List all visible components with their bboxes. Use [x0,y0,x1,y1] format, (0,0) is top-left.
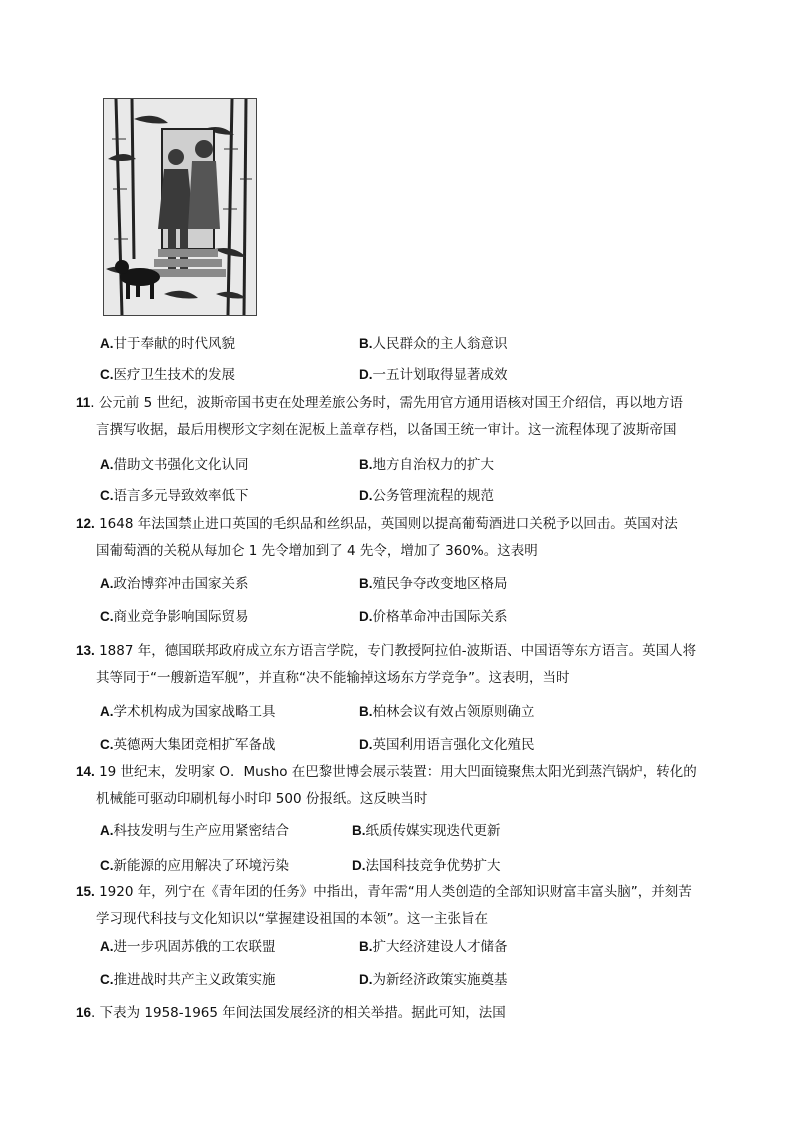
q11-option-d[interactable]: D.公务管理流程的规范 [359,488,494,504]
q13-option-a[interactable]: A.学术机构成为国家战略工具 [100,704,276,720]
question-16-line-1: 16. 下表为 1958-1965 年间法国发展经济的相关举措。据此可知，法国 [76,1005,506,1021]
q10-option-a[interactable]: A.甘于奉献的时代风貌 [100,336,235,352]
woodcut-illustration [104,99,256,315]
q13-option-c[interactable]: C.英德两大集团竞相扩军备战 [100,737,276,753]
question-14-line-1: 14. 19 世纪末，发明家 O．Musho 在巴黎世博会展示装置：用大凹面镜聚焦太阳光到蒸汽锅炉，转化的 [76,764,697,780]
question-13-line-1: 13. 1887 年，德国联邦政府成立东方语言学院，专门教授阿拉伯-波斯语、中国语等东方语言。英国人将 [76,643,697,659]
question-13-line-2: 其等同于“一艘新造军舰”，并直称“决不能输掉这场东方学竞争”。这表明，当时 [96,670,570,686]
q15-option-d[interactable]: D.为新经济政策实施奠基 [359,972,508,988]
question-15-line-2: 学习现代科技与文化知识以“掌握建设祖国的本领”。这一主张旨在 [96,911,488,927]
question-16 [76,999,716,1027]
question-12-line-1: 12. 1648 年法国禁止进口英国的毛织品和丝织品，英国则以提高葡萄酒进口关税予以回击。英国对法 [76,516,678,532]
q14-option-a[interactable]: A.科技发明与生产应用紧密结合 [100,823,289,839]
q15-option-a[interactable]: A.进一步巩固苏俄的工农联盟 [100,939,276,955]
q14-option-b[interactable]: B.纸质传媒实现迭代更新 [352,823,501,839]
q12-option-c[interactable]: C.商业竞争影响国际贸易 [100,609,249,625]
q10-option-d[interactable]: D.一五计划取得显著成效 [359,367,508,383]
q13-option-b[interactable]: B.柏林会议有效占领原则确立 [359,704,535,720]
question-15 [76,878,716,933]
q14-option-c[interactable]: C.新能源的应用解决了环境污染 [100,858,289,874]
question-11-line-2: 言撰写收据，最后用楔形文字刻在泥板上盖章存档，以备国王统一审计。这一流程体现了波斯帝国 [96,422,677,438]
q13-option-d[interactable]: D.英国利用语言强化文化殖民 [359,737,535,753]
q11-option-c[interactable]: C.语言多元导致效率低下 [100,488,249,504]
question-12 [76,510,716,565]
q15-option-c[interactable]: C.推进战时共产主义政策实施 [100,972,276,988]
q10-option-c[interactable]: C.医疗卫生技术的发展 [100,367,235,383]
question-11-line-1: 11. 公元前 5 世纪，波斯帝国书吏在处理差旅公务时，需先用官方通用语核对国王介绍信，再以地方语 [76,395,684,411]
question-15-line-1: 15. 1920 年，列宁在《青年团的任务》中指出，青年需“用人类创造的全部知识财富丰富头脑”，并刻苦 [76,884,692,900]
q14-option-d[interactable]: D.法国科技竞争优势扩大 [352,858,501,874]
q10-option-b[interactable]: B.人民群众的主人翁意识 [359,336,508,352]
question-14 [76,758,716,813]
q11-option-b[interactable]: B.地方自治权力的扩大 [359,457,494,473]
q12-option-a[interactable]: A.政治博弈冲击国家关系 [100,576,249,592]
q11-option-a[interactable]: A.借助文书强化文化认同 [100,457,249,473]
question-illustration [103,98,257,316]
question-12-line-2: 国葡萄酒的关税从每加仑 1 先令增加到了 4 先令，增加了 360%。这表明 [96,543,538,559]
question-11 [76,389,716,444]
q15-option-b[interactable]: B.扩大经济建设人才储备 [359,939,508,955]
q12-option-d[interactable]: D.价格革命冲击国际关系 [359,609,508,625]
q12-option-b[interactable]: B.殖民争夺改变地区格局 [359,576,508,592]
question-13 [76,637,716,692]
question-14-line-2: 机械能可驱动印刷机每小时印 500 份报纸。这反映当时 [96,791,428,807]
